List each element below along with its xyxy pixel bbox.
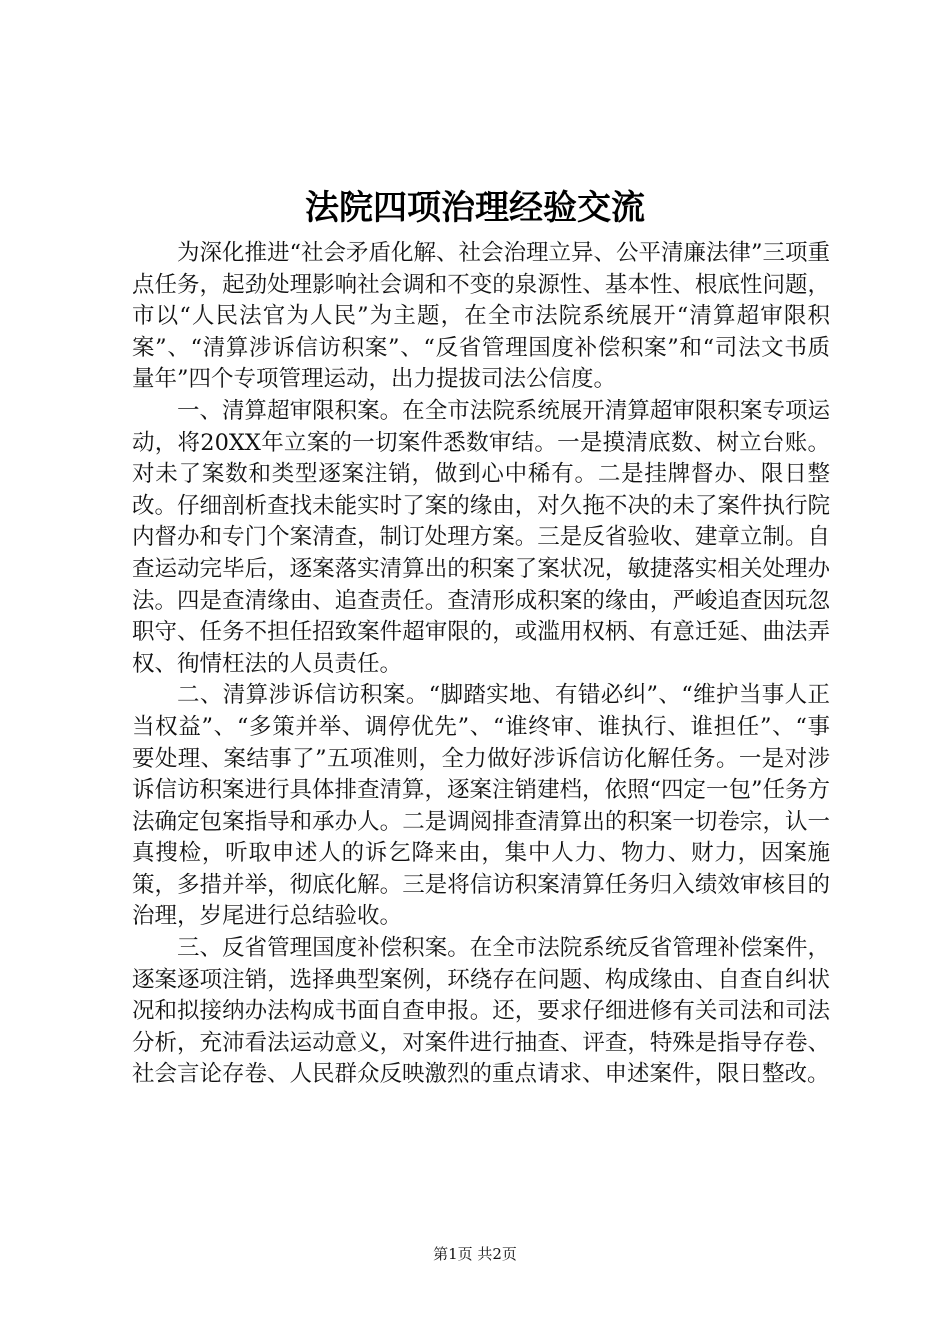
paragraph-intro: 为深化推进“社会矛盾化解、社会治理立异、公平清廉法律”三项重点任务，起劲处理影响社会调和不变的泉源性、基本性、根底性问题，市以“人民法官为人民”为主题，在全市法院系统展开“清算超审限积案”、“清算涉诉信访积案”、“反省管理国度补偿积案”和“司法文书质量年”四个专项管理运动，出力提拔司法公信度。 <box>132 240 831 393</box>
paragraph-section-3: 三、反省管理国度补偿积案。在全市法院系统反省管理补偿案件，逐案逐项注销，选择典型案例，环绕存在问题、构成缘由、自查自纠状况和拟接纳办法构成书面自查申报。还，要求仔细进修有关司法和司法分析，充沛看法运动意义，对案件进行抽查、评查，特殊是指导存卷、社会言论存卷、人民群众反映激烈的重点请求、申述案件，限日整改。 <box>132 935 830 1088</box>
document-title: 法院四项治理经验交流 <box>305 188 645 228</box>
paragraph-section-2: 二、清算涉诉信访积案。“脚踏实地、有错必纠”、“维护当事人正当权益”、“多策并举、调停优先”、“谁终审、谁执行、谁担任”、“事要处理、案结事了”五项准则，全力做好涉诉信访化解任务。一是对涉诉信访积案进行具体排查清算，逐案注销建档，依照“四定一包”任务方法确定包案指导和承办人。二是调阅排查清算出的积案一切卷宗，认一真搜检，听取申述人的诉乞降来由，集中人力、物力、财力，因案施策，多措并举，彻底化解。三是将信访积案清算任务归入绩效审核目的治理，岁尾进行总结验收。 <box>132 682 831 930</box>
page-number-footer: 第1页 共2页 <box>433 1245 517 1263</box>
document-body <box>132 238 830 1091</box>
paragraph-section-1: 一、清算超审限积案。在全市法院系统展开清算超审限积案专项运动，将20XX年立案的一切案件悉数审结。一是摸清底数、树立台账。对未了案数和类型逐案注销，做到心中稀有。二是挂牌督办、限日整改。仔细剖析查找未能实时了案的缘由，对久拖不决的未了案件执行院内督办和专门个案清查，制订处理方案。三是反省验收、建章立制。自查运动完毕后，逐案落实清算出的积案了案状况，敏捷落实相关处理办法。四是查清缘由、追查责任。查清形成积案的缘由，严峻追查因玩忽职守、任务不担任招致案件超审限的，或滥用权柄、有意迁延、曲法弄权、徇情枉法的人员责任。 <box>132 397 830 677</box>
